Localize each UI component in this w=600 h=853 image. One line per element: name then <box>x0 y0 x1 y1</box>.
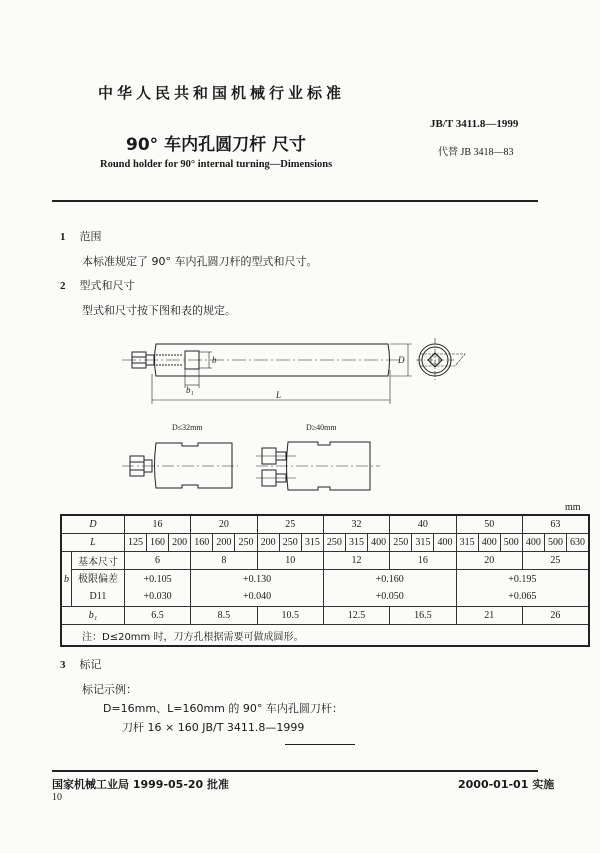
holder-main-drawing <box>120 330 480 410</box>
cell-b1: 6.5 <box>124 607 190 625</box>
section-2-body: 型式和尺寸按下图和表的规定。 <box>82 304 236 317</box>
header-divider <box>52 200 538 202</box>
section-number: 2 <box>60 280 66 292</box>
table-row-b-basic <box>61 552 589 570</box>
page-number: 10 <box>52 792 62 803</box>
cell-L: 250 <box>235 534 257 552</box>
dimensions-table <box>60 514 590 647</box>
english-title: Round holder for 90° internal turning—Dimensions <box>100 159 333 170</box>
section-number: 1 <box>60 231 66 243</box>
section-title: 标记 <box>79 658 102 671</box>
cell-L: 315 <box>456 534 478 552</box>
cell-L: 125 <box>124 534 146 552</box>
variant-large-label: D≥40mm <box>306 423 337 432</box>
row-header-L: L <box>61 534 124 552</box>
section-1-heading <box>60 228 102 244</box>
table-row-D <box>61 515 589 534</box>
cell-L: 315 <box>301 534 323 552</box>
cell-b-tolerance <box>456 570 589 607</box>
cell-b-tolerance <box>323 570 456 607</box>
cell-D: 63 <box>522 515 589 534</box>
section-2-heading <box>60 277 135 293</box>
cell-D: 50 <box>456 515 522 534</box>
lower-deviation: +0.030 <box>143 591 172 602</box>
tolerance-class: D11 <box>89 591 107 602</box>
end-view-icon <box>416 338 465 382</box>
cell-L: 315 <box>345 534 367 552</box>
cell-L: 200 <box>257 534 279 552</box>
table-row-b1 <box>61 607 589 625</box>
cell-L: 250 <box>323 534 345 552</box>
section-title: 型式和尺寸 <box>79 279 135 292</box>
cell-b-basic: 6 <box>124 552 190 570</box>
cell-b1: 10.5 <box>257 607 323 625</box>
cell-L: 200 <box>213 534 235 552</box>
section-title: 范围 <box>79 230 102 243</box>
marking-example-label: 标记示例： <box>82 683 137 696</box>
upper-deviation: +0.195 <box>508 574 537 585</box>
cell-b-basic: 16 <box>390 552 456 570</box>
holder-variant-drawings <box>120 418 420 498</box>
cell-D: 16 <box>124 515 190 534</box>
cell-b-tolerance <box>191 570 324 607</box>
table-note: 注：D≤20mm 时，刀方孔根据需要可做成圆形。 <box>61 625 589 647</box>
lower-deviation: +0.065 <box>508 591 537 602</box>
cell-L: 400 <box>522 534 544 552</box>
section-number: 3 <box>60 659 66 671</box>
section-1-body: 本标准规定了 90° 车内孔圆刀杆的型式和尺寸。 <box>82 255 318 268</box>
cell-L: 500 <box>500 534 522 552</box>
document-title: 90° 车内孔圆刀杆 尺寸 <box>126 135 306 155</box>
lower-deviation: +0.050 <box>375 591 404 602</box>
cell-L: 400 <box>434 534 456 552</box>
cell-D: 25 <box>257 515 323 534</box>
issuing-organization: 中华人民共和国机械行业标准 <box>98 84 346 102</box>
cell-L: 250 <box>390 534 412 552</box>
cell-L: 630 <box>567 534 589 552</box>
cell-b-tolerance <box>124 570 190 607</box>
cell-b1: 8.5 <box>191 607 257 625</box>
row-header-b-tolerance <box>72 570 125 607</box>
cell-b-basic: 10 <box>257 552 323 570</box>
cell-b-basic: 8 <box>191 552 257 570</box>
cell-b-basic: 20 <box>456 552 522 570</box>
b1-label: b₁ <box>186 385 194 395</box>
lower-deviation: +0.040 <box>242 591 272 602</box>
cell-b1: 16.5 <box>390 607 456 625</box>
variant-small-label: D≤32mm <box>172 423 203 432</box>
cell-L: 400 <box>478 534 500 552</box>
row-header-D: D <box>61 515 124 534</box>
cell-L: 200 <box>169 534 191 552</box>
cell-L: 160 <box>147 534 169 552</box>
b-label: b <box>212 355 217 365</box>
row-header-b1: b₁ <box>61 607 124 625</box>
cell-b1: 12.5 <box>323 607 389 625</box>
cell-D: 32 <box>323 515 389 534</box>
cell-b1: 26 <box>522 607 589 625</box>
length-label: L <box>276 390 282 400</box>
row-header-b-basic: 基本尺寸 <box>72 552 125 570</box>
cell-D: 20 <box>191 515 257 534</box>
cell-b-basic: 25 <box>522 552 589 570</box>
tolerance-label: 极限偏差 <box>77 574 118 585</box>
cell-b1: 21 <box>456 607 522 625</box>
cell-b-basic: 12 <box>323 552 389 570</box>
replaces-standard: 代替 JB 3418—83 <box>438 147 514 158</box>
section-3-heading <box>60 656 102 672</box>
cell-L: 400 <box>368 534 390 552</box>
end-of-text-rule <box>285 744 355 745</box>
row-group-b: b <box>61 552 72 607</box>
table-row-L <box>61 534 589 552</box>
approval-info: 国家机械工业局 1999-05-20 批准 <box>52 778 230 791</box>
diameter-label: D <box>398 355 405 365</box>
marking-example-code: 刀杆 16 × 160 JB/T 3411.8—1999 <box>122 721 305 734</box>
cell-L: 315 <box>412 534 434 552</box>
marking-example-description: D=16mm、L=160mm 的 90° 车内孔圆刀杆： <box>103 702 343 715</box>
effective-date: 2000-01-01 实施 <box>458 778 555 791</box>
cell-L: 250 <box>279 534 301 552</box>
table-unit: mm <box>565 502 581 513</box>
cell-L: 160 <box>191 534 213 552</box>
table-row-note <box>61 625 589 647</box>
upper-deviation: +0.130 <box>242 574 272 585</box>
cell-D: 40 <box>390 515 456 534</box>
table-row-b-tolerance <box>61 570 589 607</box>
upper-deviation: +0.105 <box>143 574 172 585</box>
upper-deviation: +0.160 <box>375 574 404 585</box>
cell-L: 500 <box>544 534 566 552</box>
standard-code: JB/T 3411.8—1999 <box>430 118 519 130</box>
footer-divider <box>52 770 538 772</box>
